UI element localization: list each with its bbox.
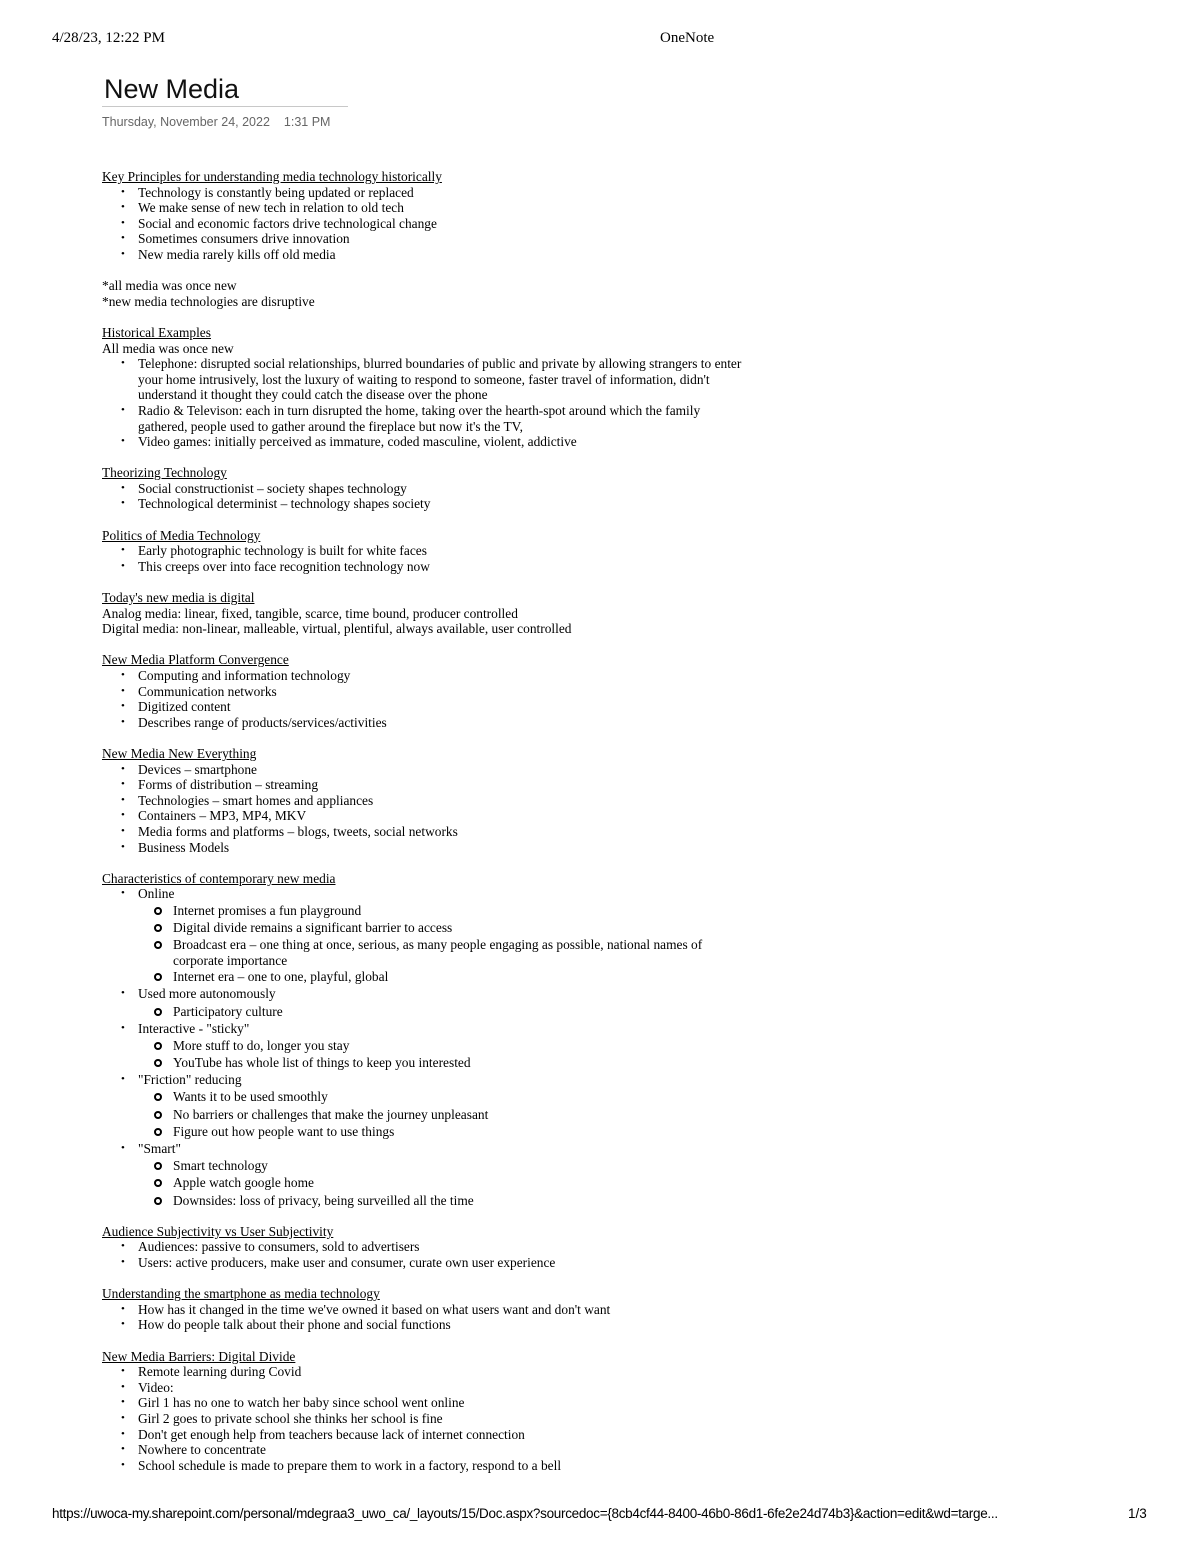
list-item: • Nowhere to concentrate xyxy=(138,1442,742,1458)
list-item: • Girl 2 goes to private school she thinks her school is fine xyxy=(138,1411,742,1427)
print-timestamp: 4/28/23, 12:22 PM xyxy=(52,30,165,46)
sub-list-item: Apple watch google home xyxy=(173,1175,742,1191)
sub-list xyxy=(138,903,742,985)
section-heading: Today's new media is digital xyxy=(102,590,255,606)
sub-list xyxy=(138,1089,742,1139)
list-item: • Girl 1 has no one to watch her baby since school went online xyxy=(138,1395,742,1411)
title-divider xyxy=(102,106,348,107)
section-politics xyxy=(102,528,742,575)
bullet-list xyxy=(102,762,742,856)
list-item: • Devices – smartphone xyxy=(138,762,742,778)
list-item: • Social constructionist – society shapes technology xyxy=(138,481,742,497)
section-heading: Audience Subjectivity vs User Subjectivity xyxy=(102,1223,334,1239)
section-heading: Historical Examples xyxy=(102,324,211,340)
list-item-label: Online xyxy=(138,886,175,902)
sub-list-item: Wants it to be used smoothly xyxy=(173,1089,742,1105)
list-item: • Digitized content xyxy=(138,699,742,715)
list-item: • Radio & Televison: each in turn disrupted the home, taking over the hearth-spot around which the family gathered, people used to gather around the fireplace but now it's the TV, xyxy=(138,403,742,434)
list-item-online xyxy=(138,886,742,985)
list-item: • How has it changed in the time we've owned it based on what users want and don't want xyxy=(138,1302,742,1318)
page-date xyxy=(102,115,330,129)
section-heading: Theorizing Technology xyxy=(102,465,227,481)
section-heading: New Media Platform Convergence xyxy=(102,652,289,668)
list-item: • We make sense of new tech in relation to old tech xyxy=(138,200,742,216)
bullet-list xyxy=(102,1364,742,1473)
page-title: New Media xyxy=(104,74,240,104)
page-url: https://uwoca-my.sharepoint.com/personal/mdegraa3_uwo_ca/_layouts/15/Doc.aspx?sourcedoc={8cb4cf44-8400-46b0-86d1-6fe2e24d74b3}&action=edit&wd=targe... xyxy=(52,1506,998,1521)
list-item: • Video: xyxy=(138,1380,742,1396)
sub-list xyxy=(138,1158,742,1208)
list-item: • Forms of distribution – streaming xyxy=(138,777,742,793)
section-heading: New Media New Everything xyxy=(102,745,257,761)
print-app-name: OneNote xyxy=(660,30,715,46)
list-item: • Technological determinist – technology shapes society xyxy=(138,496,742,512)
sub-list-item: Smart technology xyxy=(173,1158,742,1174)
section-subjectivity xyxy=(102,1224,742,1271)
list-item-label: "Friction" reducing xyxy=(138,1072,242,1088)
text-line: Analog media: linear, fixed, tangible, scarce, time bound, producer controlled xyxy=(102,605,518,621)
section-key-principles xyxy=(102,169,742,263)
list-item-interactive xyxy=(138,1021,742,1071)
sub-list-item: Internet promises a fun playground xyxy=(173,903,742,919)
list-item-label: Used more autonomously xyxy=(138,986,276,1002)
list-item-autonomous xyxy=(138,986,742,1019)
sub-list-item: Downsides: loss of privacy, being surveilled all the time xyxy=(173,1193,742,1209)
bullet-list xyxy=(102,543,742,574)
page-time-text: 1:31 PM xyxy=(283,115,331,129)
sub-list-item: Internet era – one to one, playful, global xyxy=(173,969,742,985)
section-new-everything xyxy=(102,746,742,855)
sub-list-item: Digital divide remains a significant barrier to access xyxy=(173,920,742,936)
print-header xyxy=(0,30,1200,50)
bullet-list xyxy=(102,185,742,263)
bullet-list xyxy=(102,481,742,512)
section-heading: Understanding the smartphone as media technology xyxy=(102,1286,380,1302)
bullet-list xyxy=(102,886,742,1208)
page-number: 1/3 xyxy=(1128,1506,1147,1521)
list-item-friction xyxy=(138,1072,742,1139)
sub-list-item: Broadcast era – one thing at once, serious, as many people engaging as possible, national names of corporate importance xyxy=(173,937,742,968)
list-item: • Sometimes consumers drive innovation xyxy=(138,231,742,247)
section-barriers xyxy=(102,1349,742,1474)
sub-list-item: Figure out how people want to use things xyxy=(173,1124,742,1140)
list-item: • Telephone: disrupted social relationships, blurred boundaries of public and private by allowing strangers to enter your home intrusively, lost the luxury of waiting to respond to someone, faster travel of information, didn't understand it thought they could catch the disease over the phone xyxy=(138,356,742,403)
list-item: • Communication networks xyxy=(138,684,742,700)
section-intro: All media was once new xyxy=(102,340,234,356)
list-item: • Media forms and platforms – blogs, tweets, social networks xyxy=(138,824,742,840)
sub-list-item: Participatory culture xyxy=(173,1004,742,1020)
section-theorizing xyxy=(102,465,742,512)
section-digital xyxy=(102,590,742,637)
page-date-text: Thursday, November 24, 2022 xyxy=(102,115,270,129)
sub-list xyxy=(138,1038,742,1071)
bullet-list xyxy=(102,1239,742,1270)
section-convergence xyxy=(102,652,742,730)
list-item-label: "Smart" xyxy=(138,1141,181,1157)
note-content xyxy=(102,169,742,1489)
sub-list-item: More stuff to do, longer you stay xyxy=(173,1038,742,1054)
list-item: • Describes range of products/services/activities xyxy=(138,715,742,731)
sub-list-item: No barriers or challenges that make the journey unpleasant xyxy=(173,1107,742,1123)
list-item: • Remote learning during Covid xyxy=(138,1364,742,1380)
list-item-smart xyxy=(138,1141,742,1208)
list-item: • Technology is constantly being updated or replaced xyxy=(138,185,742,201)
list-item: • This creeps over into face recognition technology now xyxy=(138,559,742,575)
sub-list xyxy=(138,1004,742,1020)
list-item: • Users: active producers, make user and consumer, curate own user experience xyxy=(138,1255,742,1271)
list-item: • Video games: initially perceived as immature, coded masculine, violent, addictive xyxy=(138,434,742,450)
list-item: • How do people talk about their phone and social functions xyxy=(138,1317,742,1333)
section-heading: Characteristics of contemporary new media xyxy=(102,870,336,886)
list-item: • Computing and information technology xyxy=(138,668,742,684)
list-item: • Business Models xyxy=(138,840,742,856)
sub-list-item: YouTube has whole list of things to keep you interested xyxy=(173,1055,742,1071)
note-line: *all media was once new xyxy=(102,278,237,294)
list-item: • Technologies – smart homes and appliances xyxy=(138,793,742,809)
note-line: *new media technologies are disruptive xyxy=(102,293,315,309)
section-historical-examples xyxy=(102,325,742,450)
bullet-list xyxy=(102,668,742,730)
print-footer xyxy=(0,1506,1200,1526)
text-line: Digital media: non-linear, malleable, virtual, plentiful, always available, user controlled xyxy=(102,621,572,637)
section-smartphone xyxy=(102,1286,742,1333)
list-item: • Containers – MP3, MP4, MKV xyxy=(138,808,742,824)
list-item: • New media rarely kills off old media xyxy=(138,247,742,263)
bullet-list xyxy=(102,1302,742,1333)
section-heading: New Media Barriers: Digital Divide xyxy=(102,1348,296,1364)
list-item: • Early photographic technology is built for white faces xyxy=(138,543,742,559)
list-item: • School schedule is made to prepare them to work in a factory, respond to a bell xyxy=(138,1458,742,1474)
list-item: • Don't get enough help from teachers because lack of internet connection xyxy=(138,1427,742,1443)
list-item: • Audiences: passive to consumers, sold to advertisers xyxy=(138,1239,742,1255)
list-item: • Social and economic factors drive technological change xyxy=(138,216,742,232)
section-characteristics xyxy=(102,871,742,1208)
list-item-label: Interactive - "sticky" xyxy=(138,1020,250,1036)
section-heading: Politics of Media Technology xyxy=(102,527,261,543)
section-heading: Key Principles for understanding media technology historically xyxy=(102,169,442,184)
section-notes xyxy=(102,278,742,309)
bullet-list xyxy=(102,356,742,450)
